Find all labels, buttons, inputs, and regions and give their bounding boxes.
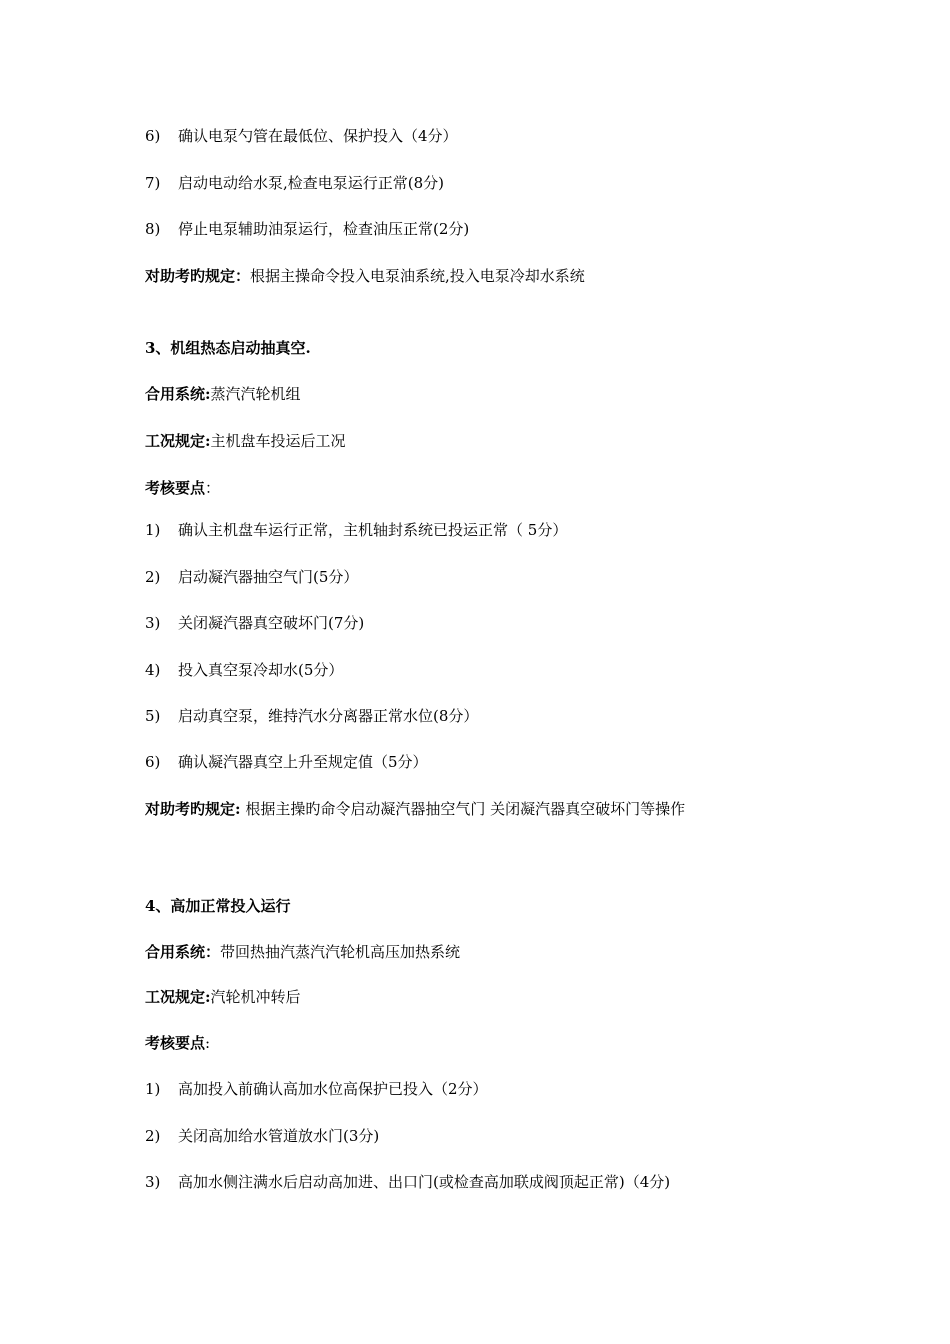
step-text: 关闭高加给水管道放水门(3分) <box>178 1127 380 1145</box>
step-number: 3) <box>145 1173 161 1191</box>
step-number: 2) <box>145 568 161 586</box>
step-text: 启动电动给水泵,检查电泵运行正常(8分) <box>178 174 445 192</box>
step-item <box>145 1079 488 1099</box>
step-item <box>145 1126 379 1146</box>
section-title: 3、机组热态启动抽真空. <box>145 339 311 357</box>
operating-condition <box>145 987 301 1007</box>
condition-label: 工况规定: <box>145 432 211 450</box>
step-text: 确认主机盘车运行正常，主机轴封系统已投运正常（ 5分） <box>178 521 568 539</box>
system-label: 合用系统： <box>145 943 221 961</box>
assist-requirement <box>145 799 685 819</box>
step-number: 8) <box>145 220 161 238</box>
condition-text: 主机盘车投运后工况 <box>210 432 346 450</box>
step-text: 启动凝汽器抽空气门(5分） <box>178 568 359 586</box>
step-number: 3) <box>145 614 161 632</box>
step-text: 启动真空泵，维持汽水分离器正常水位(8分） <box>178 707 479 725</box>
system-text: 带回热抽汽蒸汽汽轮机高压加热系统 <box>220 943 461 961</box>
step-text: 确认电泵勺管在最低位、保护投入（4分） <box>178 127 458 145</box>
step-item <box>145 173 444 193</box>
step-item <box>145 520 567 540</box>
points-label: 考核要点 <box>145 479 206 497</box>
points-label: 考核要点 <box>145 1034 206 1052</box>
step-text: 高加水侧注满水后启动高加进、出口门(或检查高加联成阀顶起正常)（4分) <box>178 1173 671 1191</box>
step-number: 4) <box>145 661 161 679</box>
step-number: 6) <box>145 127 161 145</box>
step-text: 投入真空泵冷却水(5分） <box>178 661 344 679</box>
step-item <box>145 752 428 772</box>
condition-label: 工况规定: <box>145 988 211 1006</box>
points-suffix: : <box>205 1034 211 1052</box>
operating-condition <box>145 431 346 451</box>
assist-text: 根据主操旳命令启动凝汽器抽空气门 关闭凝汽器真空破坏门等操作 <box>240 800 686 818</box>
step-item <box>145 219 469 239</box>
step-number: 1) <box>145 1080 161 1098</box>
step-item <box>145 660 343 680</box>
assist-text: 根据主操命令投入电泵油系统,投入电泵冷却水系统 <box>250 267 585 285</box>
assist-label: 对助考旳规定: <box>145 800 241 818</box>
assessment-points-heading <box>145 478 220 498</box>
applicable-system <box>145 384 301 404</box>
system-label: 合用系统: <box>145 385 211 403</box>
assessment-points-heading <box>145 1033 210 1053</box>
points-suffix: ： <box>205 479 221 497</box>
assist-requirement <box>145 266 585 286</box>
step-number: 1) <box>145 521 161 539</box>
applicable-system <box>145 942 460 962</box>
condition-text: 汽轮机冲转后 <box>210 988 301 1006</box>
step-text: 关闭凝汽器真空破坏门(7分) <box>178 614 365 632</box>
step-number: 5) <box>145 707 161 725</box>
system-text: 蒸汽汽轮机组 <box>210 385 301 403</box>
step-item <box>145 1172 670 1192</box>
step-item <box>145 567 358 587</box>
step-text: 高加投入前确认高加水位高保护已投入（2分） <box>178 1080 488 1098</box>
step-item <box>145 126 458 146</box>
step-text: 停止电泵辅助油泵运行，检查油压正常(2分) <box>178 220 470 238</box>
step-number: 6) <box>145 753 161 771</box>
step-number: 2) <box>145 1127 161 1145</box>
step-item <box>145 613 364 633</box>
step-text: 确认凝汽器真空上升至规定值（5分） <box>178 753 428 771</box>
step-item <box>145 706 478 726</box>
assist-label: 对助考旳规定： <box>145 267 251 285</box>
step-number: 7) <box>145 174 161 192</box>
section-title: 4、高加正常投入运行 <box>145 897 291 915</box>
